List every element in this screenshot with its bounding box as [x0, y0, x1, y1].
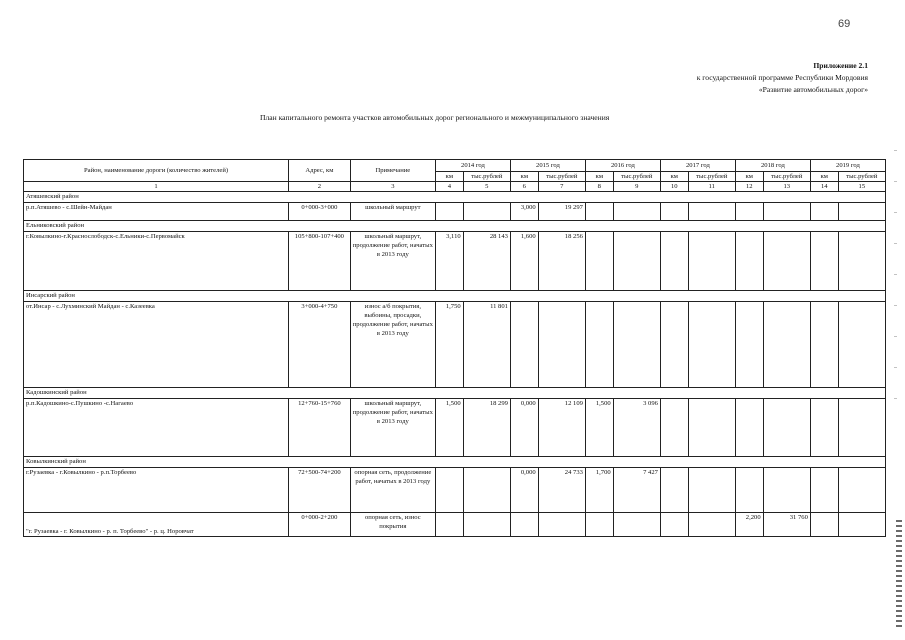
value-km: 3,000: [510, 203, 538, 221]
road-row: [24, 468, 886, 513]
value-rub: [763, 399, 810, 457]
road-address: 105+800-107+400: [289, 232, 351, 291]
value-rub: [463, 513, 510, 537]
value-km: [510, 302, 538, 388]
header-unit-rub: тыс.рублей: [463, 172, 510, 182]
value-km: [810, 399, 838, 457]
value-km: 2,200: [735, 513, 763, 537]
value-rub: 12 109: [538, 399, 585, 457]
road-row: [24, 302, 886, 388]
value-rub: [613, 513, 660, 537]
column-number: 14: [810, 182, 838, 192]
value-rub: 18 256: [538, 232, 585, 291]
value-rub: [688, 232, 735, 291]
road-name: г.Рузаевка - г.Ковылкино - р.п.Торбеево: [24, 468, 289, 513]
value-km: [735, 399, 763, 457]
header-year: 2019 год: [810, 160, 885, 172]
value-rub: [838, 203, 885, 221]
value-rub: [838, 232, 885, 291]
header-unit-km: км: [735, 172, 763, 182]
document-title: План капитального ремонта участков автомобильных дорог регионального и межмуниципального значения: [260, 113, 610, 122]
value-km: [810, 232, 838, 291]
road-address: 0+000-3+000: [289, 203, 351, 221]
column-number: 5: [463, 182, 510, 192]
value-km: [585, 203, 613, 221]
district-row: [24, 388, 886, 399]
value-km: [810, 513, 838, 537]
value-rub: [613, 203, 660, 221]
value-rub: [838, 302, 885, 388]
header-year: 2016 год: [585, 160, 660, 172]
column-number: 8: [585, 182, 613, 192]
column-number: 4: [435, 182, 463, 192]
district-name: Инсарский район: [24, 291, 886, 302]
page-number: 69: [838, 18, 851, 30]
road-address: 0+000-2+200: [289, 513, 351, 537]
value-km: [660, 232, 688, 291]
value-km: [735, 302, 763, 388]
value-rub: [688, 513, 735, 537]
value-km: [735, 232, 763, 291]
value-rub: [763, 468, 810, 513]
header-unit-rub: тыс.рублей: [838, 172, 885, 182]
value-km: 0,000: [510, 399, 538, 457]
road-note: опорная сеть, продолжение работ, начатых в 2013 году: [350, 468, 435, 513]
value-km: [585, 302, 613, 388]
value-rub: [688, 203, 735, 221]
value-km: 3,110: [435, 232, 463, 291]
value-rub: 18 299: [463, 399, 510, 457]
header-unit-rub: тыс.рублей: [763, 172, 810, 182]
value-rub: [838, 399, 885, 457]
header-unit-km: км: [585, 172, 613, 182]
appendix-line2: к государственной программе Республики Мордовия: [696, 73, 868, 82]
value-rub: 28 143: [463, 232, 510, 291]
value-rub: 3 096: [613, 399, 660, 457]
header-unit-km: км: [660, 172, 688, 182]
road-note: школьный маршрут, продолжение работ, начатых в 2013 году: [350, 399, 435, 457]
header-unit-rub: тыс.рублей: [538, 172, 585, 182]
value-km: 1,600: [510, 232, 538, 291]
road-name: г.Ковылкино-г.Краснослободск-с.Ельники-с.Первомайск: [24, 232, 289, 291]
header-unit-km: км: [810, 172, 838, 182]
value-km: [435, 513, 463, 537]
value-rub: [538, 513, 585, 537]
value-km: [510, 513, 538, 537]
value-km: [660, 302, 688, 388]
column-number: 1: [24, 182, 289, 192]
column-number: 7: [538, 182, 585, 192]
column-number: 2: [289, 182, 351, 192]
value-rub: 24 733: [538, 468, 585, 513]
column-number: 11: [688, 182, 735, 192]
road-note: школьный маршрут: [350, 203, 435, 221]
road-row: [24, 203, 886, 221]
header-unit-km: км: [510, 172, 538, 182]
value-rub: [763, 302, 810, 388]
district-name: Кадошкинский район: [24, 388, 886, 399]
value-rub: [688, 302, 735, 388]
road-address: 3+000-4+750: [289, 302, 351, 388]
column-number: 10: [660, 182, 688, 192]
value-km: 0,000: [510, 468, 538, 513]
value-rub: 31 760: [763, 513, 810, 537]
column-number: 3: [350, 182, 435, 192]
value-rub: [763, 203, 810, 221]
road-row: [24, 399, 886, 457]
value-km: [435, 468, 463, 513]
value-rub: [763, 232, 810, 291]
column-number: 9: [613, 182, 660, 192]
header-year: 2018 год: [735, 160, 810, 172]
value-km: [810, 468, 838, 513]
district-name: Ельниковский район: [24, 221, 886, 232]
road-note: опорная сеть, износ покрытия: [350, 513, 435, 537]
value-km: [735, 203, 763, 221]
value-km: [660, 513, 688, 537]
value-km: 1,750: [435, 302, 463, 388]
header-unit-rub: тыс.рублей: [613, 172, 660, 182]
value-rub: [538, 302, 585, 388]
header-unit-rub: тыс.рублей: [688, 172, 735, 182]
road-row: [24, 513, 886, 537]
value-km: [660, 399, 688, 457]
value-rub: [613, 302, 660, 388]
value-rub: 7 427: [613, 468, 660, 513]
column-number: 15: [838, 182, 885, 192]
appendix-title: Приложение 2.1: [813, 61, 868, 70]
header-year: 2017 год: [660, 160, 735, 172]
appendix-line3: «Развитие автомобильных дорог»: [758, 85, 868, 94]
value-km: [660, 203, 688, 221]
road-address: 12+760-15+760: [289, 399, 351, 457]
value-rub: 11 801: [463, 302, 510, 388]
value-rub: [838, 513, 885, 537]
header-name: Район, наименование дороги (количество жителей): [24, 160, 289, 182]
value-km: 1,500: [585, 399, 613, 457]
road-name: р.п.Кадошкино-с.Пушкино -с.Нагаево: [24, 399, 289, 457]
value-km: [735, 468, 763, 513]
header-address: Адрес, км: [289, 160, 351, 182]
road-name: от.Инсар - с.Лухминский Майдан - с.Казеевка: [24, 302, 289, 388]
value-rub: [463, 468, 510, 513]
table-body: [24, 192, 886, 537]
value-km: [810, 302, 838, 388]
header-year: 2014 год: [435, 160, 510, 172]
road-note: школьный маршрут, продолжение работ, начатых в 2013 году: [350, 232, 435, 291]
value-rub: [688, 468, 735, 513]
value-rub: [613, 232, 660, 291]
column-number: 6: [510, 182, 538, 192]
value-km: 1,500: [435, 399, 463, 457]
column-number: 12: [735, 182, 763, 192]
district-row: [24, 192, 886, 203]
road-name: "г. Рузаевка - г. Ковылкино - р. п. Торбеево" - р. ц. Норовчат: [24, 513, 289, 537]
road-note: износ а/б покрытия, выбоины, просадки, продолжение работ, начатых в 2013 году: [350, 302, 435, 388]
district-row: [24, 457, 886, 468]
value-km: [660, 468, 688, 513]
district-row: [24, 221, 886, 232]
appendix-block: [697, 60, 868, 96]
road-name: р.п.Атяшево - с.Шейн-Майдан: [24, 203, 289, 221]
value-rub: 19 297: [538, 203, 585, 221]
value-km: [435, 203, 463, 221]
value-rub: [688, 399, 735, 457]
value-rub: [838, 468, 885, 513]
repair-plan-table: [23, 159, 886, 537]
column-number: 13: [763, 182, 810, 192]
scan-artifact: [896, 520, 902, 630]
header-note: Примечание: [350, 160, 435, 182]
header-unit-km: км: [435, 172, 463, 182]
value-km: [585, 513, 613, 537]
district-name: Атяшевский район: [24, 192, 886, 203]
value-km: 1,700: [585, 468, 613, 513]
value-km: [810, 203, 838, 221]
road-row: [24, 232, 886, 291]
value-rub: [463, 203, 510, 221]
road-address: 72+500-74+200: [289, 468, 351, 513]
value-km: [585, 232, 613, 291]
header-year: 2015 год: [510, 160, 585, 172]
district-row: [24, 291, 886, 302]
district-name: Ковылкинский район: [24, 457, 886, 468]
scan-artifact: [894, 120, 897, 420]
